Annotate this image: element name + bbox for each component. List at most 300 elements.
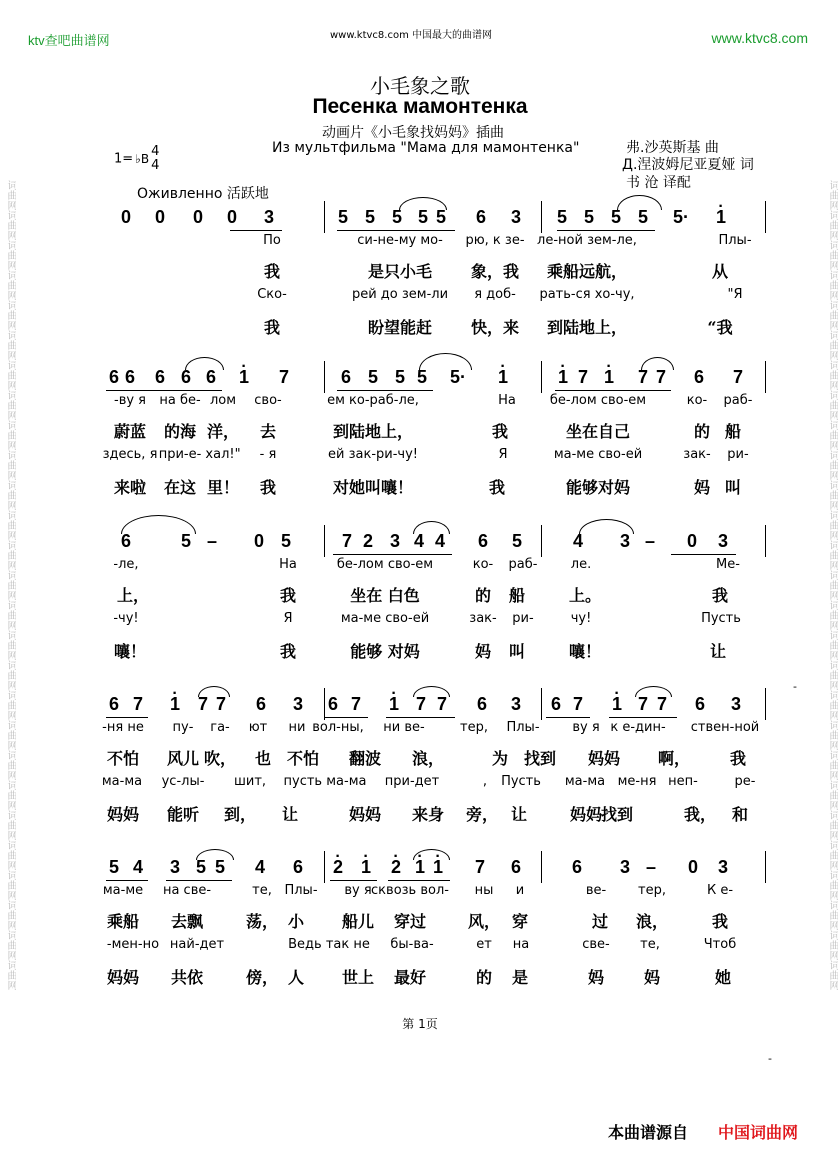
lyric-ru: на [512, 937, 530, 952]
jianpu-note: 6 [327, 694, 339, 714]
jianpu-note: · 1 [558, 367, 568, 388]
lyric-cn: 我 [279, 586, 297, 605]
jianpu-note: 4 [132, 857, 144, 877]
lyric-cn: 让 [510, 805, 528, 824]
lyric-cn: 到， [223, 805, 257, 824]
beam-underline [546, 717, 590, 718]
lyric-ru: Плы- [506, 720, 540, 735]
bar-line [324, 201, 325, 233]
jianpu-note: 7 [278, 367, 290, 387]
jianpu-note: 5 [214, 857, 226, 877]
jianpu-note: 5 [108, 857, 120, 877]
slur-tie [413, 849, 450, 860]
lyric-cn: 找到 [523, 749, 557, 768]
lyric-cn: 我 [711, 586, 729, 605]
bar-line [765, 525, 766, 557]
lyric-cn: 她 [714, 968, 732, 987]
lyric-ru: -ле, [113, 557, 139, 572]
jianpu-note: 0 [687, 857, 699, 877]
lyric-ru: ри- [512, 611, 534, 626]
lyric-ru: Ско- [257, 287, 287, 302]
beam-underline [106, 717, 148, 718]
lyric-cn: 吹， [203, 749, 237, 768]
lyric-cn: 在这 [163, 478, 197, 497]
slur-tie [196, 849, 234, 860]
jianpu-note: 5 [394, 367, 406, 387]
key-signature [114, 145, 159, 173]
lyric-ru: ма-ма [101, 774, 143, 789]
lyric-cn: “我 [707, 318, 733, 337]
lyric-ru: -мен-но [106, 937, 160, 952]
jianpu-note: 0 [192, 207, 204, 227]
lyric-ru: ют [248, 720, 268, 735]
lyric-cn: 也 [254, 749, 272, 768]
lyric-ru: к е-дин- [610, 720, 666, 735]
jianpu-note: 0 [120, 207, 132, 227]
jianpu-note: 3 [717, 857, 729, 877]
lyric-cn: 共依 [170, 968, 204, 987]
credit-translator: 书 沧 译配 [626, 175, 691, 191]
lyric-cn: 穿 [511, 912, 529, 931]
jianpu-note: 6 [108, 694, 120, 714]
lyric-ru: те, [640, 937, 660, 952]
lyric-ru: ри- [727, 447, 749, 462]
lyric-ru: ны [474, 883, 494, 898]
lyric-ru: ма-ме сво-ей [553, 447, 643, 462]
jianpu-note: 7 [350, 694, 362, 714]
lyric-cn: 旁， [465, 805, 499, 824]
lyric-cn: 能够 对妈 [350, 642, 420, 661]
jianpu-note: 7 [637, 367, 649, 387]
lyric-ru: Плы- [284, 883, 318, 898]
lyric-ru: я доб- [474, 287, 516, 302]
lyric-cn: 到陆地上， [546, 318, 628, 337]
lyric-cn: 穿过 [393, 912, 427, 931]
lyric-ru: тер, [460, 720, 488, 735]
song-title-cn: 小毛象之歌 [370, 74, 470, 98]
jianpu-note: 4 [254, 857, 266, 877]
lyric-cn: 是只小毛 [367, 262, 433, 281]
lyric-cn: 和 [731, 805, 749, 824]
jianpu-note: 7 [197, 694, 209, 714]
bar-line [541, 851, 542, 883]
lyric-ru: На [279, 557, 297, 572]
jianpu-note: 0 [226, 207, 238, 227]
lyric-cn: 叫 [724, 478, 742, 497]
lyric-cn: 嚷！ [113, 642, 147, 661]
beam-underline [230, 230, 282, 231]
beam-underline [609, 717, 677, 718]
jianpu-note: 7 [655, 367, 667, 387]
lyric-ru: неп- [668, 774, 698, 789]
lyric-cn: 来身 [411, 805, 445, 824]
lyric-ru: зак- [683, 447, 711, 462]
jianpu-note: 0 [686, 531, 698, 551]
jianpu-note: 6 [154, 367, 166, 387]
lyric-cn: 蔚蓝 [113, 422, 147, 441]
lyric-ru: раб- [723, 393, 753, 408]
jianpu-note: 4 [434, 531, 446, 551]
jianpu-note: 5 [180, 531, 192, 551]
lyric-ru: пусть ма-ма [283, 774, 367, 789]
lyric-ru: ствен-ной [690, 720, 760, 735]
bar-line [765, 688, 766, 720]
jianpu-note: 5 [416, 367, 428, 387]
beam-underline [333, 554, 452, 555]
lyric-ru: све- [582, 937, 610, 952]
lyric-ru: ус-лы- [161, 774, 205, 789]
lyric-cn: 小 [287, 912, 305, 931]
jianpu-note: 5 [391, 207, 403, 227]
lyric-cn: 我 [263, 262, 281, 281]
lyric-ru: Чтоб [703, 937, 737, 952]
slur-tie [121, 515, 196, 534]
lyric-ru: Ме- [716, 557, 740, 572]
lyric-ru: ме-ня [617, 774, 657, 789]
beam-underline [330, 880, 377, 881]
beam-underline [671, 554, 736, 555]
lyric-ru: га- [210, 720, 230, 735]
jianpu-note: 6 [124, 367, 136, 387]
lyric-ru: при-е- [158, 447, 202, 462]
jianpu-note: · 1 [498, 367, 508, 388]
jianpu-note: · 1 [612, 694, 622, 715]
lyric-cn: 妈 [693, 478, 711, 497]
lyric-cn: 找到 [600, 805, 634, 824]
lyric-ru: ма-ме [102, 883, 144, 898]
slur-tie [413, 686, 450, 697]
lyric-cn: 世上 [341, 968, 375, 987]
lyric-ru: ве- [585, 883, 607, 898]
lyric-ru: на бе- [159, 393, 201, 408]
jianpu-note: 6 [255, 694, 267, 714]
lyric-ru: сквозь вол- [371, 883, 449, 898]
jianpu-note: 5 [435, 207, 447, 227]
jianpu-note: 5 [337, 207, 349, 227]
lyric-ru: ет [476, 937, 492, 952]
jianpu-note: 5 [583, 207, 595, 227]
slur-tie [185, 357, 224, 370]
jianpu-note: 3 [292, 694, 304, 714]
lyric-cn: 不怕 [106, 749, 140, 768]
jianpu-note: · 1 [433, 857, 443, 878]
jianpu-note: – [206, 531, 218, 551]
jianpu-note: 0 [154, 207, 166, 227]
jianpu-note: 7 [577, 367, 589, 387]
credit-composer: 弗.沙英斯基 曲 [626, 140, 719, 156]
lyric-cn: 去飘 [170, 912, 204, 931]
lyric-cn: 妈妈 [106, 805, 140, 824]
jianpu-note: 7 [215, 694, 227, 714]
lyric-ru: бе-лом сво-ем [336, 557, 434, 572]
lyric-ru: Я [498, 447, 508, 462]
credit-lyricist: Д.涅波姆尼亚夏娅 词 [622, 157, 754, 173]
jianpu-note: 6 [477, 531, 489, 551]
jianpu-note: 6 [571, 857, 583, 877]
bar-line [324, 361, 325, 393]
jianpu-note: 3 [389, 531, 401, 551]
slur-tie [399, 197, 447, 210]
lyric-cn: 的 [474, 586, 492, 605]
lyric-cn: 到陆地上， [332, 422, 414, 441]
jianpu-note: 6 [475, 207, 487, 227]
jianpu-note: 6 [108, 367, 120, 387]
lyric-ru: По [263, 233, 281, 248]
lyric-cn: 荡， [245, 912, 279, 931]
lyric-ru: , [482, 774, 488, 789]
jianpu-note: 7 [637, 694, 649, 714]
bar-line [765, 361, 766, 393]
song-title-ru: Песенка мамонтенка [312, 95, 528, 118]
jianpu-note: 7 [415, 694, 427, 714]
lyric-cn: 妈 [474, 642, 492, 661]
jianpu-note: 5 [280, 531, 292, 551]
lyric-ru: хал!" [205, 447, 241, 462]
lyric-ru: рю, к зе- [465, 233, 525, 248]
lyric-ru: лом [209, 393, 237, 408]
lyric-ru: рать-ся хо-чу, [539, 287, 635, 302]
beam-underline [325, 717, 368, 718]
beam-underline [557, 230, 655, 231]
site-url-center[interactable]: www.ktvc8.com 中国最大的曲谱网 [330, 30, 493, 41]
lyric-ru: раб- [508, 557, 538, 572]
lyric-cn: 不怕 [286, 749, 320, 768]
source-label: 本曲谱源自 [608, 1123, 689, 1142]
lyric-ru: шит, [233, 774, 267, 789]
bar-line [541, 525, 542, 557]
lyric-ru: те, [252, 883, 272, 898]
slur-tie [413, 521, 450, 534]
jianpu-note: 2 [362, 531, 374, 551]
lyric-cn: 船 [508, 586, 526, 605]
jianpu-note: 7 [341, 531, 353, 551]
song-subtitle-ru: Из мультфильма "Мама для мамонтенка" [272, 140, 580, 156]
lyric-ru: бе-лом сво-ем [549, 393, 647, 408]
jianpu-note: · 2 [391, 857, 401, 878]
lyric-cn: 从 [711, 262, 729, 281]
lyric-cn: 乘船远航， [546, 262, 628, 281]
bar-line [541, 688, 542, 720]
jianpu-note: 6 [693, 367, 705, 387]
lyric-ru: при-дет [384, 774, 440, 789]
jianpu-note: – [644, 531, 656, 551]
lyric-ru: рей до зем-ли [351, 287, 449, 302]
jianpu-note: 7 [656, 694, 668, 714]
bar-line [541, 201, 542, 233]
slur-tie [579, 519, 634, 534]
lyric-ru: ле. [570, 557, 592, 572]
lyric-cn: 能够对妈 [565, 478, 631, 497]
lyric-ru: ко- [472, 557, 494, 572]
lyric-cn: 来啦 [113, 478, 147, 497]
slur-tie [419, 353, 472, 370]
lyric-ru: Пусть [701, 611, 741, 626]
lyric-cn: 船儿 [341, 912, 375, 931]
jianpu-note: 3 [619, 531, 631, 551]
lyric-cn: 我 [259, 478, 277, 497]
lyric-cn: 坐在自己 [565, 422, 631, 441]
beam-underline [106, 390, 222, 391]
lyric-ru: и [515, 883, 525, 898]
lyric-ru: вол-ны, [312, 720, 364, 735]
jianpu-note: 7 [132, 694, 144, 714]
lyric-ru: ни ве- [383, 720, 425, 735]
lyric-cn: 最好 [393, 968, 427, 987]
lyric-ru: ма-ме сво-ей [340, 611, 430, 626]
time-sig-num: 4 [151, 144, 160, 159]
lyric-ru: ни [288, 720, 306, 735]
lyric-cn: 对她叫嚷！ [332, 478, 414, 497]
jianpu-note: 5 [637, 207, 649, 227]
lyric-ru: на све- [162, 883, 212, 898]
lyric-ru: -ву я [114, 393, 146, 408]
lyric-ru: зак- [469, 611, 497, 626]
jianpu-note: 7 [572, 694, 584, 714]
lyric-ru: ей зак-ри-чу! [328, 447, 418, 462]
lyric-cn: 的海 [163, 422, 197, 441]
beam-underline [555, 390, 671, 391]
jianpu-note: 7 [474, 857, 486, 877]
jianpu-note: · 1 [415, 857, 425, 878]
lyric-cn: 是 [511, 968, 529, 987]
page-number: 第 1页 [402, 1017, 438, 1031]
lyric-ru: ем ко-раб-ле, [327, 393, 419, 408]
jianpu-note: 3 [169, 857, 181, 877]
jianpu-note: 6 [340, 367, 352, 387]
lyric-ru: "Я [727, 287, 743, 302]
time-sig-den: 4 [151, 158, 160, 173]
lyric-cn: 里！ [206, 478, 240, 497]
jianpu-note: 3 [717, 531, 729, 551]
lyric-ru: ву я [344, 883, 372, 898]
jianpu-note: 5 [556, 207, 568, 227]
jianpu-note: 4 [572, 531, 584, 551]
jianpu-note: 5 [417, 207, 429, 227]
lyric-ru: бы-ва- [390, 937, 434, 952]
lyric-ru: -чу! [113, 611, 139, 626]
lyric-cn: 妈妈 [106, 968, 140, 987]
lyric-cn: 的 [475, 968, 493, 987]
jianpu-note: 5 [195, 857, 207, 877]
lyric-ru: най-дет [169, 937, 225, 952]
jianpu-note: 3 [263, 207, 275, 227]
lyric-cn: 上， [116, 586, 150, 605]
beam-underline [337, 230, 455, 231]
jianpu-note: 6 [205, 367, 217, 387]
jianpu-note: · 1 [716, 207, 726, 228]
lyric-cn: 让 [709, 642, 727, 661]
lyric-ru: ву я [572, 720, 600, 735]
jianpu-note: 6 [120, 531, 132, 551]
lyric-cn: 傍， [245, 968, 279, 987]
jianpu-note: 6 [550, 694, 562, 714]
stray-mark: - [793, 680, 797, 693]
slur-tie [641, 357, 674, 370]
jianpu-note: 3 [619, 857, 631, 877]
lyric-cn: 妈 [643, 968, 661, 987]
lyric-cn: 我 [488, 478, 506, 497]
jianpu-note: 5 [367, 367, 379, 387]
jianpu-note: 6 [476, 694, 488, 714]
jianpu-note: · 1 [389, 694, 399, 715]
lyric-ru: чу! [570, 611, 592, 626]
lyric-ru: здесь, я [102, 447, 158, 462]
jianpu-note: 6 [292, 857, 304, 877]
lyric-cn: 乘船 [106, 912, 140, 931]
beam-underline [106, 880, 148, 881]
side-watermark-left: 词曲网词曲网词曲网词曲网词曲网词曲网词曲网词曲网词曲网词曲网词曲网词曲网词曲网词曲网词曲网词曲网词曲网词曲网词曲网词曲网词曲网词曲网词曲网词曲网词曲网词曲网词曲网 [5, 179, 16, 990]
lyric-cn: 风儿 [166, 749, 200, 768]
lyric-ru: Пусть [501, 774, 541, 789]
lyric-cn: 我 [729, 749, 747, 768]
jianpu-note: · 1 [361, 857, 371, 878]
lyric-cn: 为 [491, 749, 509, 768]
lyric-cn: 我 [279, 642, 297, 661]
jianpu-note: 3 [730, 694, 742, 714]
jianpu-note: 3 [510, 207, 522, 227]
lyric-cn: 嚷！ [568, 642, 602, 661]
lyric-ru: ле-ной зем-ле, [537, 233, 637, 248]
bar-line [324, 851, 325, 883]
lyric-ru: си-не-му мо- [357, 233, 443, 248]
lyric-ru: К е- [706, 883, 734, 898]
lyric-cn: 浪， [411, 749, 445, 768]
lyric-cn: 我 [711, 912, 729, 931]
slur-tie [198, 686, 230, 697]
lyric-cn: 的 [693, 422, 711, 441]
lyric-cn: 让 [281, 805, 299, 824]
jianpu-note: 7 [732, 367, 744, 387]
lyric-cn: 妈妈 [569, 805, 603, 824]
lyric-cn: 人 [287, 968, 305, 987]
lyric-ru: сво- [254, 393, 282, 408]
side-watermark-right: 词曲网词曲网词曲网词曲网词曲网词曲网词曲网词曲网词曲网词曲网词曲网词曲网词曲网词曲网词曲网词曲网词曲网词曲网词曲网词曲网词曲网词曲网词曲网词曲网词曲网词曲网词曲网 [827, 179, 838, 990]
lyric-cn: 过 [591, 912, 609, 931]
jianpu-note: · 1 [170, 694, 180, 715]
lyric-ru: ма-ма [564, 774, 606, 789]
site-name-left[interactable]: ktv查吧曲谱网 [28, 33, 110, 48]
lyric-cn: 我， [683, 805, 717, 824]
lyric-cn: 坐在 白色 [350, 586, 420, 605]
slur-tie [617, 195, 662, 210]
lyric-ru: Плы- [718, 233, 752, 248]
song-subtitle-cn: 动画片《小毛象找妈妈》插曲 [322, 125, 504, 141]
jianpu-note: 5· [449, 367, 467, 387]
jianpu-note: 6 [694, 694, 706, 714]
bar-line [324, 688, 325, 720]
stray-mark: - [768, 1052, 772, 1065]
beam-underline [166, 880, 232, 881]
jianpu-note: 4 [413, 531, 425, 551]
lyric-ru: На [498, 393, 516, 408]
source-site[interactable]: 中国词曲网 [718, 1123, 799, 1142]
lyric-cn: 我 [263, 318, 281, 337]
jianpu-note: · 1 [604, 367, 614, 388]
lyric-cn: 妈妈 [348, 805, 382, 824]
jianpu-note: 5· [672, 207, 690, 227]
jianpu-note: 5 [610, 207, 622, 227]
jianpu-note: 5 [364, 207, 376, 227]
lyric-cn: 象，我 [470, 262, 520, 281]
jianpu-note: 5 [511, 531, 523, 551]
lyric-ru: -ня не [102, 720, 144, 735]
bar-line [765, 201, 766, 233]
site-url-right[interactable]: www.ktvc8.com [711, 30, 808, 46]
slur-tie [635, 686, 672, 697]
lyric-ru: Ведь так не [288, 937, 370, 952]
jianpu-note: 6 [180, 367, 192, 387]
jianpu-note: · 2 [333, 857, 343, 878]
